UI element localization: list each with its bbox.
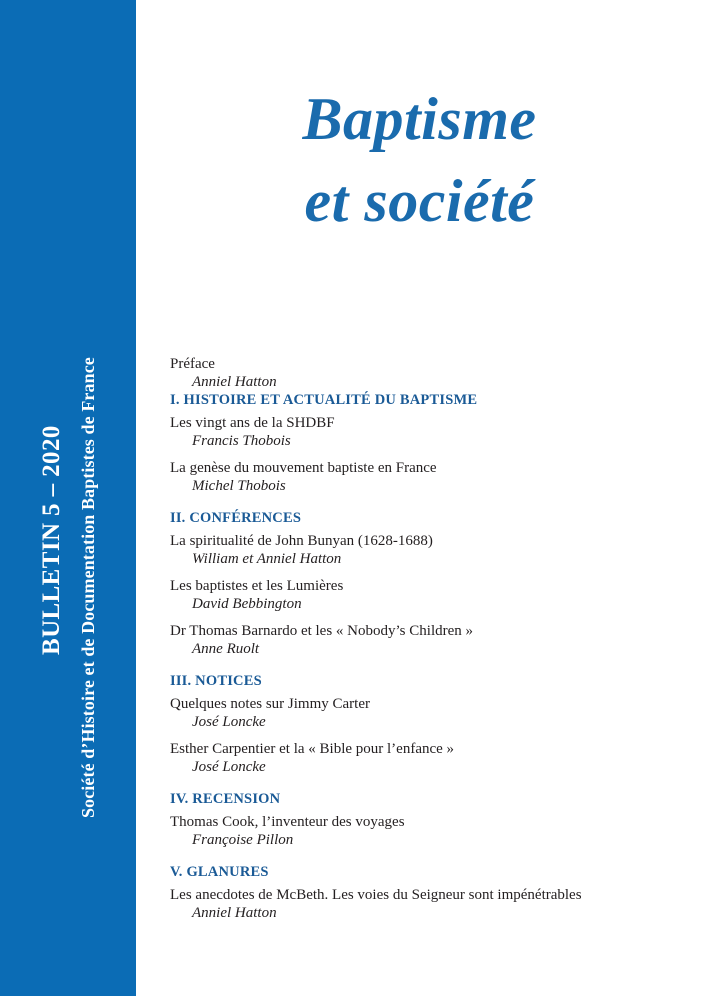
toc-section-heading: III. NOTICES (170, 673, 262, 689)
toc-entry (170, 886, 690, 922)
blue-spine-band (0, 0, 136, 996)
toc-entry (170, 740, 690, 776)
toc-entry (170, 532, 690, 568)
toc-entry-author: José Loncke (192, 714, 266, 730)
toc-section-heading: IV. RECENSION (170, 791, 281, 807)
toc-entry (170, 577, 690, 613)
toc-entry-author: Anniel Hatton (192, 374, 277, 390)
toc-entry-author: Francis Thobois (192, 433, 291, 449)
toc-entry-author: William et Anniel Hatton (192, 551, 342, 567)
toc-entry (170, 459, 690, 495)
toc-entry-author: José Loncke (192, 759, 266, 775)
toc-entry (170, 414, 690, 450)
toc-entry-author: Michel Thobois (192, 478, 286, 494)
toc-entry-title: Thomas Cook, l’inventeur des voyages (170, 814, 405, 830)
toc-entry-preface (170, 355, 690, 391)
toc-entry-title: Les anecdotes de McBeth. Les voies du Seigneur sont impénétrables (170, 887, 582, 903)
toc-entry-author: David Bebbington (192, 596, 302, 612)
table-of-contents (170, 355, 690, 922)
toc-section-heading: II. CONFÉRENCES (170, 510, 302, 526)
toc-entry-title: Esther Carpentier et la « Bible pour l’enfance » (170, 741, 455, 757)
journal-title-line-2: et société (304, 168, 535, 234)
toc-entry-author: Françoise Pillon (192, 832, 294, 848)
toc-entry (170, 695, 690, 731)
toc-entry-title: La spiritualité de John Bunyan (1628-1688) (170, 533, 433, 549)
toc-entry-title: La genèse du mouvement baptiste en France (170, 460, 437, 476)
toc-entry-title: Les vingt ans de la SHDBF (170, 415, 335, 431)
toc-entry-title: Préface (170, 356, 215, 372)
toc-entry-title: Dr Thomas Barnardo et les « Nobody’s Children » (170, 623, 474, 639)
toc-entry-title: Les baptistes et les Lumières (170, 578, 344, 594)
spine-bulletin-label: BULLETIN 5 – 2020 (38, 425, 65, 655)
toc-section-heading: I. HISTOIRE ET ACTUALITÉ DU BAPTISME (170, 392, 478, 408)
journal-title (136, 78, 703, 242)
toc-section-heading: V. GLANURES (170, 864, 269, 880)
spine-society-label: Société d’Histoire et de Documentation Baptistes de France (78, 357, 98, 818)
toc-entry-title: Quelques notes sur Jimmy Carter (170, 696, 370, 712)
toc-entry-author: Anne Ruolt (192, 641, 260, 657)
toc-entry-author: Anniel Hatton (192, 905, 277, 921)
toc-entry (170, 622, 690, 658)
journal-title-line-1: Baptisme (302, 86, 537, 152)
toc-entry (170, 813, 690, 849)
toc-sections-container (170, 391, 690, 922)
